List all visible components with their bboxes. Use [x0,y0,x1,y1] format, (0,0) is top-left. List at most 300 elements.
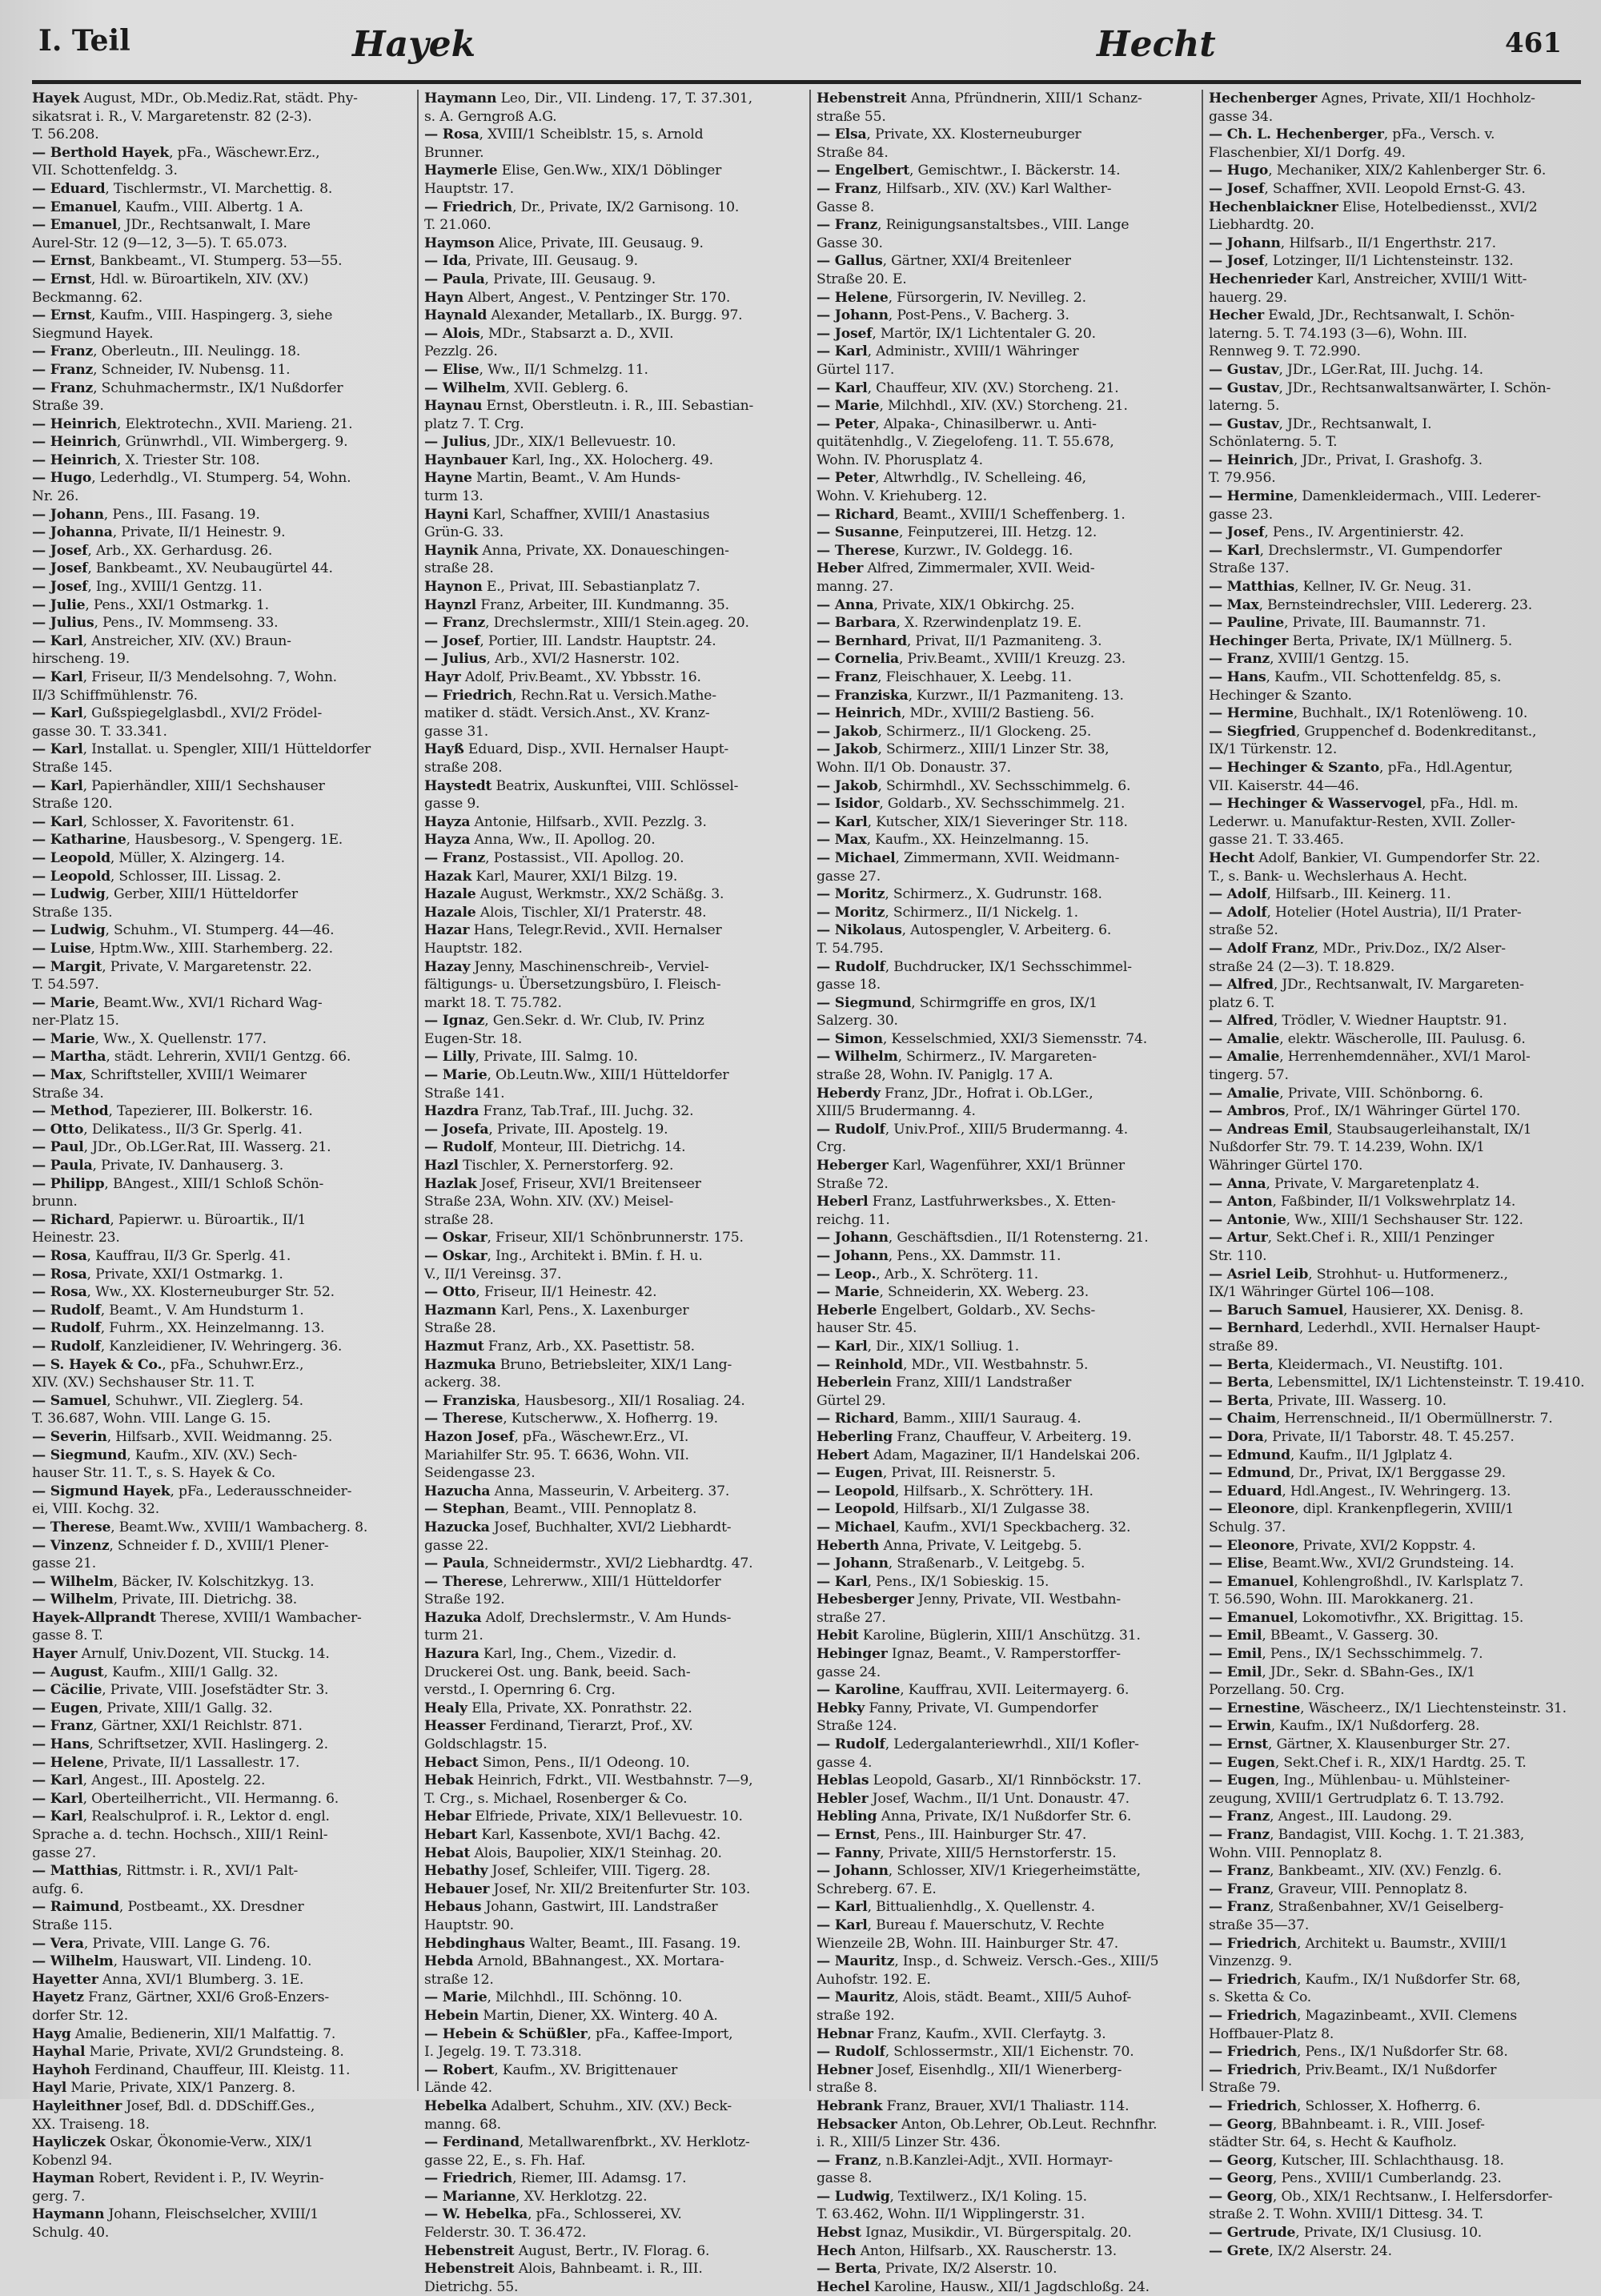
entry-text: , Private, XX. Klosterneuburger [866,126,1081,143]
directory-line [817,1012,1189,1030]
entry-text: , Sekt.Chef i. R., XIII/1 Penzinger [1267,1230,1495,1246]
entry-text: , Realschulprof. i. R., Lektor d. engl. [82,1808,330,1825]
entry-name: Hebdinghaus [424,1935,525,1952]
entry-text: , MDr., XVIII/2 Bastieng. 56. [901,705,1094,722]
entry-text: ner-Platz 15. [32,1013,119,1030]
directory-line [424,433,796,452]
directory-line [32,1627,404,1645]
column-3 [817,90,1189,2295]
entry-name: — Matthias [1209,579,1295,596]
entry-text: , Tischlermstr., VI. Marchettig. 8. [105,180,333,197]
directory-line [32,994,404,1013]
directory-line [817,777,1189,796]
entry-name: — Karl [817,379,868,396]
entry-name: — Rudolf [32,1302,101,1319]
directory-line [424,1483,796,1501]
entry-text: Seidengasse 23. [424,1465,536,1482]
entry-name: — Simon [817,1030,883,1047]
directory-line [32,1953,404,1971]
directory-line [424,831,796,849]
entry-name: — Richard [32,1211,110,1228]
entry-name: — Peter [817,470,876,487]
entry-name: Hayß [424,741,464,758]
directory-line [817,885,1189,904]
entry-text: , Private, III. Wasserg. 10. [1269,1392,1447,1409]
directory-line [424,614,796,632]
entry-text: , Müller, X. Alzingerg. 14. [110,849,285,866]
entry-text: , Kauffrau, XVII. Leitermayerg. 6. [900,1682,1130,1699]
entry-name: Hebat [424,1844,471,1861]
directory-line [817,1736,1189,1754]
entry-name: — Elise [424,361,479,378]
directory-line [424,1229,796,1247]
entry-name: — Leopold [817,1501,895,1518]
entry-text: gasse 34. [1209,108,1274,125]
entry-text: Str. 110. [1209,1248,1267,1264]
entry-text: , Schneider, IV. Nubensg. 11. [93,361,291,378]
directory-line [424,940,796,958]
entry-name: — Franziska [817,687,909,704]
entry-text: gasse 4. [817,1754,873,1771]
entry-name: — Max [1209,596,1259,613]
directory-line [32,578,404,596]
directory-line [424,162,796,180]
entry-text: Lände 42. [424,2080,492,2097]
directory-line [32,199,404,217]
directory-line [1209,199,1581,217]
directory-line [32,1302,404,1320]
header-rule [32,80,1581,84]
directory-line [817,1066,1189,1085]
entry-text: , Gerber, XIII/1 Hütteldorfer [105,886,298,903]
page-header [0,24,1601,72]
entry-text: , Kaufm., IX/1 Nußdorferg. 28. [1270,1718,1480,1735]
entry-text: , BBeamt., V. Gasserg. 30. [1262,1628,1438,1644]
entry-text: Straße 135. [32,904,113,921]
directory-line [32,2224,404,2242]
directory-line [32,1700,404,1718]
directory-line [817,1844,1189,1863]
directory-line [817,668,1189,687]
entry-text: gasse 9. [424,796,480,813]
directory-line [424,199,796,217]
entry-text: , Pens., III. Fasang. 19. [103,506,260,523]
entry-name: — Ernestine [1209,1700,1301,1716]
entry-text: , pFa., Lederausschneider- [170,1483,352,1499]
directory-line [424,1266,796,1284]
entry-text: , Schuhmachermstr., IX/1 Nußdorfer [93,379,343,396]
directory-line [424,1519,796,1537]
directory-line [32,524,404,542]
entry-name: — Hermine [1209,705,1294,722]
entry-text: Josef, Wachm., II/1 Unt. Donaustr. 47. [868,1790,1130,1807]
entry-text: , Kaufm., IX/1 Nußdorfer Str. 68, [1296,1971,1521,1988]
directory-line [424,976,796,994]
directory-line [1209,560,1581,578]
entry-text: gasse 31. [424,723,489,740]
entry-text: Josef, Bdl. d. DDSchiff.Ges., [122,2097,315,2114]
entry-name: — Marie [817,398,880,415]
entry-text: Lederwr. u. Manufaktur-Resten, XVII. Zoller- [1209,813,1515,830]
entry-name: — Karl [32,741,83,758]
entry-name: Haymann [424,90,497,106]
entry-text: IX/1 Türkenstr. 12. [1209,741,1338,758]
entry-name: — Hugo [32,470,92,487]
directory-line [424,1681,796,1700]
directory-line [32,831,404,849]
directory-line [817,2116,1189,2134]
directory-line [817,2242,1189,2261]
entry-name: Hayek [32,90,80,106]
entry-text: , Reinigungsanstaltsbes., VIII. Lange [877,217,1130,234]
entry-name: — Karl [817,1917,868,1933]
entry-text: straße 52. [1209,922,1278,939]
entry-name: — Friedrich [1209,1935,1297,1952]
directory-line [817,1428,1189,1447]
entry-name: Healy [424,1700,467,1716]
entry-name: — Amalie [1209,1030,1280,1047]
entry-text: Simon, Pens., II/1 Odeong. 10. [478,1754,690,1771]
directory-line [424,741,796,759]
directory-line [1209,1555,1581,1573]
directory-line [424,687,796,705]
entry-text: Hauptstr. 182. [424,940,523,957]
directory-line [817,921,1189,940]
entry-text: ei, VIII. Kochg. 32. [32,1501,159,1518]
entry-name: Hayek-Allprandt [32,1609,156,1626]
directory-line [1209,524,1581,542]
entry-text: Johann, Fleischselcher, XVIII/1 [104,2206,319,2223]
directory-line [817,687,1189,705]
entry-text: , elektr. Wäscherolle, III. Paulusg. 6. [1279,1030,1526,1047]
directory-line [32,1464,404,1483]
entry-text: gasse 30. T. 33.341. [32,723,167,740]
entry-name: — Isidor [817,796,880,813]
directory-line [424,777,796,796]
directory-line [817,1283,1189,1302]
entry-text: Schönlaterng. 5. T. [1209,434,1338,451]
entry-text: , Private, XIII/1 Gallg. 32. [98,1700,273,1716]
directory-line [817,632,1189,651]
directory-line [817,1175,1189,1194]
entry-text: , Arb., X. Schröterg. 11. [876,1266,1038,1282]
directory-line [32,542,404,560]
entry-name: — Franz [817,669,878,685]
entry-name: Hazon Josef [424,1428,515,1445]
entry-text: straße 27. [817,1609,886,1626]
entry-name: Hazmuka [424,1356,496,1373]
entry-name: — Bernhard [1209,1320,1299,1337]
entry-text: , Hausbesorg., XII/1 Rosaliag. 24. [516,1392,745,1409]
directory-line [817,2278,1189,2296]
entry-name: Hebaus [424,1899,482,1916]
directory-line [32,1736,404,1754]
entry-name: — Leop. [817,1266,877,1282]
directory-line [1209,741,1581,759]
entry-name: — Eugen [1209,1754,1275,1771]
entry-name: — Karl [817,1573,868,1590]
entry-text: , Private, II/1 Heinestr. 9. [112,524,286,541]
entry-name: — Julius [32,615,94,632]
entry-text: , Hdl. w. Büroartikeln, XIV. (XV.) [91,271,309,287]
entry-name: — Eleonore [1209,1501,1295,1518]
entry-text: Beckmanng. 62. [32,289,142,306]
entry-text: straße 55. [817,108,886,125]
directory-line [32,2188,404,2206]
entry-text: , Gußspiegelglasbdl., XVI/2 Frödel- [82,705,323,722]
entry-name: — Rosa [32,1266,87,1282]
entry-text: , Pens., XVIII/1 Cumberlandg. 23. [1272,2170,1502,2187]
entry-text: , Private, III. Geusaug. 9. [467,253,638,270]
entry-name: — Gustav [1209,379,1279,396]
entry-text: VII. Schottenfeldg. 3. [32,163,178,179]
directory-line [32,1790,404,1808]
directory-line [32,958,404,977]
entry-text: , Ww., X. Quellenstr. 177. [94,1030,267,1047]
entry-text: Wohn. V. Kriehuberg. 12. [817,488,987,505]
entry-text: tingerg. 57. [1209,1067,1289,1084]
entry-name: — Max [817,832,867,849]
directory-line [424,2170,796,2188]
directory-line [1209,1247,1581,1266]
directory-line [424,1881,796,1899]
entry-text: , Straßenbahner, XV/1 Geiselberg- [1270,1899,1504,1916]
directory-line [817,1898,1189,1917]
entry-name: — Julius [424,651,487,668]
entry-text: , Elektrotechn., XVII. Marieng. 21. [116,415,353,432]
entry-text: Josef, Buchhalter, XVI/2 Liebhardt- [489,1519,732,1535]
entry-text: , Bankbeamt., XIV. (XV.) Fenzlg. 6. [1270,1863,1502,1880]
entry-text: Hoffbauer-Platz 8. [1209,2025,1334,2042]
entry-text: Antonie, Hilfsarb., XVII. Pezzlg. 3. [470,813,707,830]
directory-line [32,289,404,307]
entry-name: — Edmund [1209,1465,1290,1482]
entry-text: Rennweg 9. T. 72.990. [1209,343,1361,360]
entry-text: XIV. (XV.) Sechshauser Str. 11. T. [32,1375,255,1391]
entry-text: Schulg. 40. [32,2225,110,2242]
directory-line [424,343,796,361]
entry-name: — Josefa [424,1121,489,1138]
entry-text: V., II/1 Vereinsg. 37. [424,1266,562,1282]
entry-text: , Schneidermstr., XVI/2 Liebhardtg. 47. [484,1555,753,1572]
entry-text: , Private, III. Salmg. 10. [475,1049,638,1066]
directory-line [32,1808,404,1826]
directory-line [817,289,1189,307]
entry-text: gasse 27. [32,1844,97,1861]
entry-name: Hebst [817,2225,861,2242]
entry-text: Straße 192. [424,1592,505,1608]
directory-line [424,1374,796,1392]
directory-line [817,2007,1189,2025]
directory-line [424,1121,796,1139]
directory-line [817,1085,1189,1103]
entry-name: — Moritz [817,904,885,921]
entry-text: Straße 23A, Wohn. XIV. (XV.) Meisel- [424,1194,674,1210]
entry-text: matiker d. städt. Versich.Anst., XV. Kranz- [424,705,710,722]
directory-line [1209,397,1581,415]
entry-text: , Schirmgriffe en gros, IX/1 [911,994,1097,1011]
entry-text: , Geschäftsdien., II/1 Rotensterng. 21. [888,1230,1149,1246]
directory-line [817,1971,1189,1989]
directory-line [32,1085,404,1103]
entry-name: — Johann [817,307,889,324]
entry-name: — Johanna [32,524,113,541]
entry-name: Hechenblaickner [1209,199,1338,215]
entry-name: — Hechinger & Szanto [1209,759,1380,776]
entry-name: Hebauer [424,1881,490,1897]
entry-text: gerg. 7. [32,2188,86,2205]
entry-text: , X. Triester Str. 108. [116,452,260,468]
entry-name: Haynzl [424,596,476,613]
entry-text: Jenny, Private, VII. Westbahn- [913,1592,1121,1608]
directory-line [424,1302,796,1320]
entry-text: Josef, Friseur, XVI/1 Breitenseer [476,1175,701,1192]
entry-text: , Lotzinger, II/1 Lichtensteinstr. 132. [1264,253,1514,270]
entry-text: , Bankbeamt., VI. Stumperg. 53—55. [91,253,343,270]
entry-name: — Marianne [424,2188,516,2205]
directory-line [32,777,404,796]
directory-line [32,1410,404,1428]
entry-name: Heberl [817,1194,869,1210]
column-divider [809,90,811,2091]
directory-line [1209,994,1581,1013]
entry-name: Hechel [817,2278,870,2295]
directory-line [1209,868,1581,886]
directory-line [424,1247,796,1266]
entry-text: Josef, Eisenhdlg., XII/1 Wienerberg- [873,2061,1122,2078]
directory-line [424,596,796,615]
directory-line [1209,632,1581,651]
entry-name: — Hans [1209,669,1266,685]
entry-text: , Schirmerz., XIII/1 Linzer Str. 38, [877,741,1109,758]
entry-name: — Margit [32,958,102,975]
entry-text: , XV. Herklotzg. 22. [515,2188,648,2205]
entry-text: Felderstr. 30. T. 36.472. [424,2225,587,2242]
entry-text: , Lokomotivfhr., XX. Brigittag. 15. [1294,1609,1524,1626]
entry-name: — Artur [1209,1230,1268,1246]
directory-line [817,524,1189,542]
directory-line [424,289,796,307]
entry-name: — Franz [424,615,486,632]
directory-line [1209,885,1581,904]
entry-name: Hazale [424,904,476,921]
column-2 [424,90,796,2295]
entry-text: Kobenzl 94. [32,2152,113,2169]
entry-text: , Hilfsarb., X. Schröttery. 1H. [894,1483,1093,1499]
directory-line [1209,1971,1581,1989]
entry-name: Hebak [424,1772,474,1789]
entry-text: Gürtel 117. [817,361,895,378]
entry-text: Karl, Ing., XX. Holocherg. 49. [507,452,713,468]
directory-line [1209,596,1581,615]
entry-name: — Otto [32,1121,84,1138]
entry-text: , Faßbinder, II/1 Volkswehrplatz 14. [1272,1194,1516,1210]
entry-text: , Schirmhdl., XV. Sechsschimmelg. 6. [877,777,1131,794]
entry-text: , Dr., Private, IX/2 Garnisong. 10. [512,199,740,215]
entry-name: — Eleonore [1209,1537,1295,1554]
directory-line [1209,1790,1581,1808]
entry-name: — Helene [32,1754,104,1771]
directory-line [32,759,404,777]
directory-line [32,2079,404,2097]
directory-line [817,1519,1189,1537]
entry-text: , Kanzleidiener, IV. Wehringerg. 36. [100,1338,343,1355]
entry-text: , Pens., IX/1 Nußdorfer Str. 68. [1296,2044,1508,2061]
directory-line [1209,1989,1581,2007]
entry-text: , Gen.Sekr. d. Wr. Club, IV. Prinz [484,1013,704,1030]
entry-text: , Schirmerz., X. Gudrunstr. 168. [885,886,1102,903]
directory-line [32,343,404,361]
directory-line [424,723,796,741]
entry-text: Auhofstr. 192. E. [817,1971,931,1988]
directory-line [1209,1447,1581,1465]
directory-line [32,415,404,434]
entry-name: Heberlein [817,1375,892,1391]
entry-name: — Franz [1209,1899,1270,1916]
directory-line [1209,1102,1581,1121]
directory-line [1209,1229,1581,1247]
directory-line [424,1700,796,1718]
directory-line [32,1338,404,1356]
entry-name: — Marie [32,1030,95,1047]
entry-text: Karl, Kassenbote, XVI/1 Bachg. 42. [477,1827,721,1843]
directory-line [1209,704,1581,723]
directory-line [817,813,1189,832]
directory-line [424,1193,796,1211]
entry-text: Franz, XIII/1 Landstraßer [891,1375,1072,1391]
entry-text: gasse 27. [817,868,881,885]
directory-line [1209,1627,1581,1645]
entry-text: , Bureau f. Mauerschutz, V. Rechte [867,1917,1105,1933]
directory-line [1209,1138,1581,1157]
directory-line [32,1591,404,1609]
entry-name: Heberling [817,1428,893,1445]
entry-text: i. R., XIII/5 Linzer Str. 436. [817,2134,1001,2151]
directory-line [32,433,404,452]
entry-name: — Erwin [1209,1718,1271,1735]
entry-text: , XVIII/1 Gentzg. 15. [1270,651,1410,668]
entry-text: Adalbert, Schuhm., XIV. (XV.) Beck- [487,2097,732,2114]
directory-line [817,1247,1189,1266]
directory-line [817,1410,1189,1428]
entry-text: , Pens., III. Hainburger Str. 47. [876,1827,1087,1843]
entry-name: — Ernst [817,1827,877,1843]
entry-text: , Papierwr. u. Büroartik., II/1 [110,1211,307,1228]
entry-text: Elfriede, Private, XIX/1 Bellevuestr. 10. [471,1808,743,1825]
entry-name: — Mauritz [817,1953,895,1970]
entry-name: — Franz [1209,1827,1270,1843]
directory-line [817,1808,1189,1826]
directory-line [424,2260,796,2278]
entry-text: , Ww., II/1 Schmelzg. 11. [479,361,648,378]
entry-text: , Ob., XIX/1 Rechtsanw., I. Helfersdorfer- [1272,2188,1553,2205]
entry-name: — Paul [32,1139,84,1156]
entry-text: Straße 28. [424,1320,496,1337]
directory-line [32,1157,404,1175]
entry-text: , Kaufm., XV. Brigittenauer [494,2061,678,2078]
entry-name: — Ernst [32,307,92,324]
directory-line [1209,2116,1581,2134]
entry-name: — Heinrich [32,434,117,451]
entry-text: , Drechslermstr., VI. Gumpendorfer [1259,542,1502,559]
directory-line [32,632,404,651]
entry-text: , Bandagist, VIII. Kochg. 1. T. 21.383, [1270,1827,1524,1843]
entry-text: , Buchdrucker, IX/1 Sechsschimmel- [885,958,1132,975]
entry-name: — Dora [1209,1428,1264,1445]
directory-line [32,1266,404,1284]
entry-text: hauser Str. 45. [817,1320,917,1337]
directory-line [32,976,404,994]
